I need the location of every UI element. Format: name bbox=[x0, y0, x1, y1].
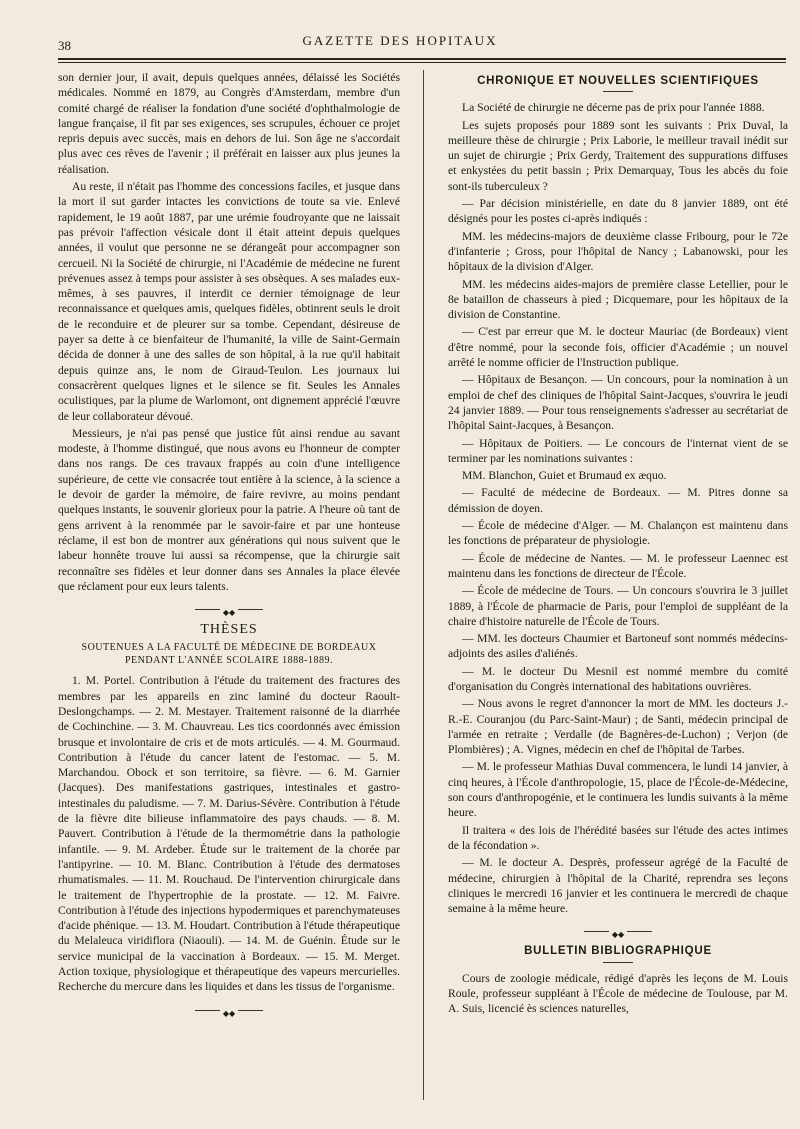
right-column bbox=[448, 70, 788, 1019]
news-item: — École de médecine de Nantes. — M. le professeur Laennec est maintenu dans les fonctions de directeur de l'École. bbox=[448, 551, 788, 580]
news-item: — Par décision ministérielle, en date du 8 janvier 1889, ont été désignés pour les postes ci-après indiqués : bbox=[448, 197, 788, 226]
news-item: Il traitera « des lois de l'hérédité basées sur l'étude des actes intimes de la fécondation ». bbox=[448, 823, 788, 852]
news-item: MM. les médecins aides-majors de première classe Letellier, pour le 8e bataillon de chasseurs à pied ; Dicquemare, pour les hôpitaux de la division de Constantine. bbox=[448, 277, 788, 322]
column-separator bbox=[423, 70, 424, 1100]
news-item: — Faculté de médecine de Bordeaux. — M. Pitres donne sa démission de doyen. bbox=[448, 486, 788, 515]
news-item: — Hôpitaux de Besançon. — Un concours, pour la nomination à un emploi de chef des cliniques de l'hôpital Saint-Jacques, s'ouvrira le jeudi 24 janvier 1889. — Pour tous renseignements s'adresser au secrétariat de l'hôpital Saint-Jacques, à Besançon. bbox=[448, 373, 788, 433]
section-ornament: ◆◆ bbox=[58, 604, 400, 614]
page-number: 38 bbox=[58, 38, 71, 53]
theses-subtitle-1: SOUTENUES A LA FACULTÉ DE MÉDECINE DE BORDEAUX bbox=[81, 642, 377, 654]
theses-title: THÈSES bbox=[200, 622, 258, 638]
news-item: — École de médecine de Tours. — Un concours s'ouvrira le 3 juillet 1889, à l'École de pharmacie de Paris, pour l'emploi de suppléant de la chaire d'histoire naturelle de l'École de Tours. bbox=[448, 584, 788, 628]
header-rule-thick bbox=[58, 58, 786, 60]
left-column bbox=[58, 70, 400, 1023]
news-item: La Société de chirurgie ne décerne pas de prix pour l'année 1888. bbox=[462, 101, 765, 115]
news-item: — Nous avons le regret d'annoncer la mort de MM. les docteurs J.-R.-E. Couranjou (du Parc-Saint-Maur) ; de Santi, médecin principal de l'armée en retraite ; Verdalle (de Bagnères-de-Luchon) ; Verjon (de Plombières) ; A. Vignes, médecin en chef de l'hôpital de Tarbes. bbox=[448, 697, 788, 757]
news-item: — C'est par erreur que M. le docteur Mauriac (de Bordeaux) vient d'être nommé, pour la seconde fois, officier d'Académie ; un nouvel arrêté le nomme officier de l'Instruction publique. bbox=[448, 325, 788, 370]
news-item: — M. le docteur Du Mesnil est nommé membre du comité d'organisation du Congrès international des habitations ouvrières. bbox=[448, 664, 788, 693]
news-item: — Hôpitaux de Poitiers. — Le concours de l'internat vient de se terminer par les nominations suivantes : bbox=[448, 436, 788, 465]
news-item: — MM. les docteurs Chaumier et Bartoneuf sont nommés médecins-adjoints des asiles d'aliénés. bbox=[448, 632, 788, 661]
theses-subtitle-2: PENDANT L'ANNÉE SCOLAIRE 1888-1889. bbox=[125, 655, 333, 667]
news-item: MM. Blanchon, Guiet et Brumaud ex æquo. bbox=[462, 469, 667, 483]
obituary-paragraph-1: son dernier jour, il avait, depuis quelques années, délaissé les Sociétés médicales. Nommé en 1879, au Congrès d'Amsterdam, membre d'un comité chargé de réaliser la fondation d'une société d'ophthalmologie de langue française, il fit par ses exigences, ses scrupules, échouer ce projet repris depuis avec succès, mais en dehors de lui. Son âge ne s'accordait plus avec ces rêves de l'avenir ; il préférait en laisser aux plus jeunes la réalisation. bbox=[58, 71, 400, 176]
news-item: — M. le docteur A. Desprès, professeur agrégé de la Faculté de médecine, chirurgien à l'hôpital de la Charité, reprendra ses leçons cliniques le mercredi 16 janvier et les continuera le mercredi de chaque semaine à la même heure. bbox=[448, 856, 788, 916]
header-rule-thin bbox=[58, 62, 786, 63]
obituary-paragraph-2: Au reste, il n'était pas l'homme des concessions faciles, et jusque dans la mort il sut garder intactes les convictions de toute sa vie. Enlevé rapidement, le 19 août 1887, par une urémie foudroyante que ne laissait pas prévoir l'affection vésicale dont il était atteint depuis quelques années, il voulut que personne ne se dérangeât pour accompagner son cercueil. Ni la Société de chirurgie, ni l'Académie de médecine ne furent prévenues assez à temps pour assister à ses obsèques. A ses malades eux-mêmes, à ses pauvres, il interdit ce dernier témoignage de leur reconnaissance et quelques amis, quelques fidèles, obtinrent seuls le droit de le reconduire et de pleurer sur sa tombe. Cependant, désireuse de payer sa dette à ce bienfaiteur de l'humanité, la ville de Saint-Germain décida de donner à une des salles de son hôpital, à la rue qu'il habitait depuis quinze ans, le nom de Giraud-Teulon. Les journaux lui consacrèrent quelques lignes et le silence se fit. Seules les Annales oculistiques, par la plume de Warlomont, ont dignement apprécié l'œuvre de leur collaborateur dévoué. bbox=[58, 180, 400, 423]
chronique-title: CHRONIQUE ET NOUVELLES SCIENTIFIQUES bbox=[477, 75, 759, 87]
title-rule bbox=[603, 91, 633, 92]
bibliography-title: BULLETIN BIBLIOGRAPHIQUE bbox=[524, 945, 712, 958]
news-item: — École de médecine d'Alger. — M. Chalançon est maintenu dans les fonctions de préparateur de physiologie. bbox=[448, 519, 788, 548]
bibliography-entry: Cours de zoologie médicale, rédigé d'après les leçons de M. Louis Roule, professeur suppléant à l'École de médecine de Toulouse, par M. A. Suis, licencié ès sciences naturelles, bbox=[448, 971, 788, 1016]
section-ornament: ◆◆ bbox=[448, 926, 788, 936]
running-title: GAZETTE DES HOPITAUX bbox=[302, 33, 498, 48]
title-rule bbox=[603, 962, 633, 963]
news-item: MM. les médecins-majors de deuxième classe Fribourg, pour le 72e d'infanterie ; Gross, pour l'hôpital de Nancy ; Labanowski, pour les hôpitaux de la division d'Alger. bbox=[448, 229, 788, 274]
news-item: — M. le professeur Mathias Duval commencera, le lundi 14 janvier, à cinq heures, à l'École d'anthropologie, 15, place de l'École-de-Médecine, son cours d'anthropogénie, et le continuera les lundis suivants à la même heure. bbox=[448, 760, 788, 820]
section-ornament: ◆◆ bbox=[58, 1005, 400, 1015]
obituary-paragraph-3: Messieurs, je n'ai pas pensé que justice fût ainsi rendue au savant modeste, à l'homme distingué, que nous avons eu l'honneur de compter dans nos rangs. De ces travaux frappés au coin d'une intelligence supérieure, de cette vie consacrée tout entière à la science, à la science a le devoir de garder la mémoire, de faire revivre, au moins pendant quelques instants, le souvenir glorieux pour la patrie. A l'heure où tant de gens arrivent à la renommée par le savoir-faire et par une honteuse réclame, il est bon de montrer aux générations qui nous suivent que le labeur honnête trouve lui aussi sa récompense, que la chirurgie sait reconnaître ses fidèles et leur donner dans ses Annales la place élevée que réclament pour eux leurs talents. bbox=[58, 426, 400, 593]
theses-list: 1. M. Portel. Contribution à l'étude du traitement des fractures des membres par les appareils en zinc laminé du docteur Raoult-Deslongchamps. — 2. M. Mestayer. Traitement raisonné de la diarrhée de Cochinchine. — 3. M. Chauvreau. Les tics coordonnés avec émission brusque et involontaire de cris et de mots articulés. — 4. M. Gourmaud. Contribution à l'étude du cancer latent de l'estomac. — 5. M. Marchandou. Obock et son territoire, sa fièvre. — 6. M. Garnier (Jacques). Des manifestations gastriques, intestinales et gastro-intestinales du paludisme. — 7. M. Darius-Sévère. Contribution à l'étude de la fièvre dite bilieuse inflammatoire des pays chauds. — 8. M. Pauvert. Contribution à l'étude de la thermométrie dans la pathologie infantile. — 9. M. Ardeber. Étude sur le traitement de la chorée par l'antipyrine. — 10. M. Blanc. Contribution à l'étude des dermatoses rhumatismales. — 11. M. Rouchaud. De l'intervention chirurgicale dans le traitement de l'hypertrophie de la prostate. — 12. M. Faivre. Contribution à l'étude des injections hypodermiques et parenchymateuses d'acide phénique. — 13. M. Houdart. Contribution à l'étude thérapeutique du Melaleuca viridiflora (Niaouli). — 14. M. de Guénin. Étude sur le service municipal de la vaccination à Bordeaux. — 15. M. Merget. Action toxique, physiologique et thérapeutique des vapeurs mercurielles. Recherche du mercure dans les liquides et dans les tissus de l'organisme. bbox=[58, 674, 400, 994]
news-item: Les sujets proposés pour 1889 sont les suivants : Prix Duval, la meilleure thèse de chirurgie ; Prix Laborie, le meilleur travail inédit sur un sujet de chirurgie ; Prix Gerdy, Traitement des suppurations diffuses et enkystées du petit bassin ; Prix Demarquay, Tous les abcès du foie sont-ils tuberculeux ? bbox=[448, 118, 788, 193]
